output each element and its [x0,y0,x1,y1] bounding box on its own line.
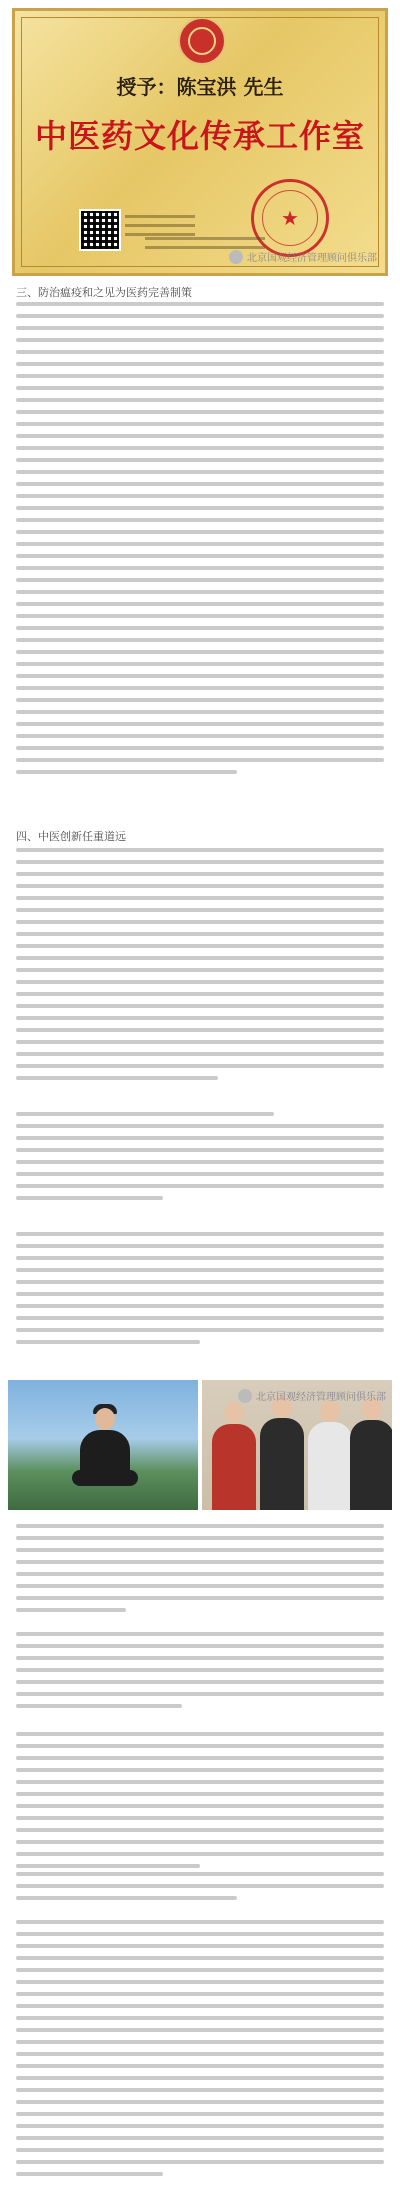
section-heading-4: 四、中医创新任重道远 [16,830,126,843]
person-figure [260,1418,304,1510]
emblem-icon [178,17,226,65]
qr-code-icon [79,209,121,251]
person-figure [350,1420,392,1510]
paragraph [16,1112,384,1208]
paragraph [16,848,384,1088]
paragraph [16,1872,384,1908]
certificate-image [12,8,388,276]
watermark: 北京国观经济管理顾问俱乐部 [238,1388,386,1403]
wechat-icon [229,250,243,264]
certificate-title: 中医药文化传承工作室 [34,117,365,155]
photo-meditation [8,1380,198,1510]
wechat-icon [238,1389,252,1403]
person-figure [212,1424,256,1510]
paragraph [16,1232,384,1352]
paragraph [16,1732,384,1876]
paragraph [16,1920,384,2184]
section-heading-3: 三、防治瘟疫和之见为医药完善制策 [16,286,192,299]
certificate-grant-line: 授予：陈宝洪 先生 [116,75,284,99]
person-figure [78,1408,132,1498]
person-figure [308,1422,352,1510]
paragraph [16,302,384,782]
photo-group [202,1380,392,1510]
watermark: 北京国观经济管理顾问俱乐部 [229,249,377,264]
red-seal-icon: ★ [251,179,329,257]
paragraph [16,1632,384,1716]
paragraph [16,1524,384,1620]
